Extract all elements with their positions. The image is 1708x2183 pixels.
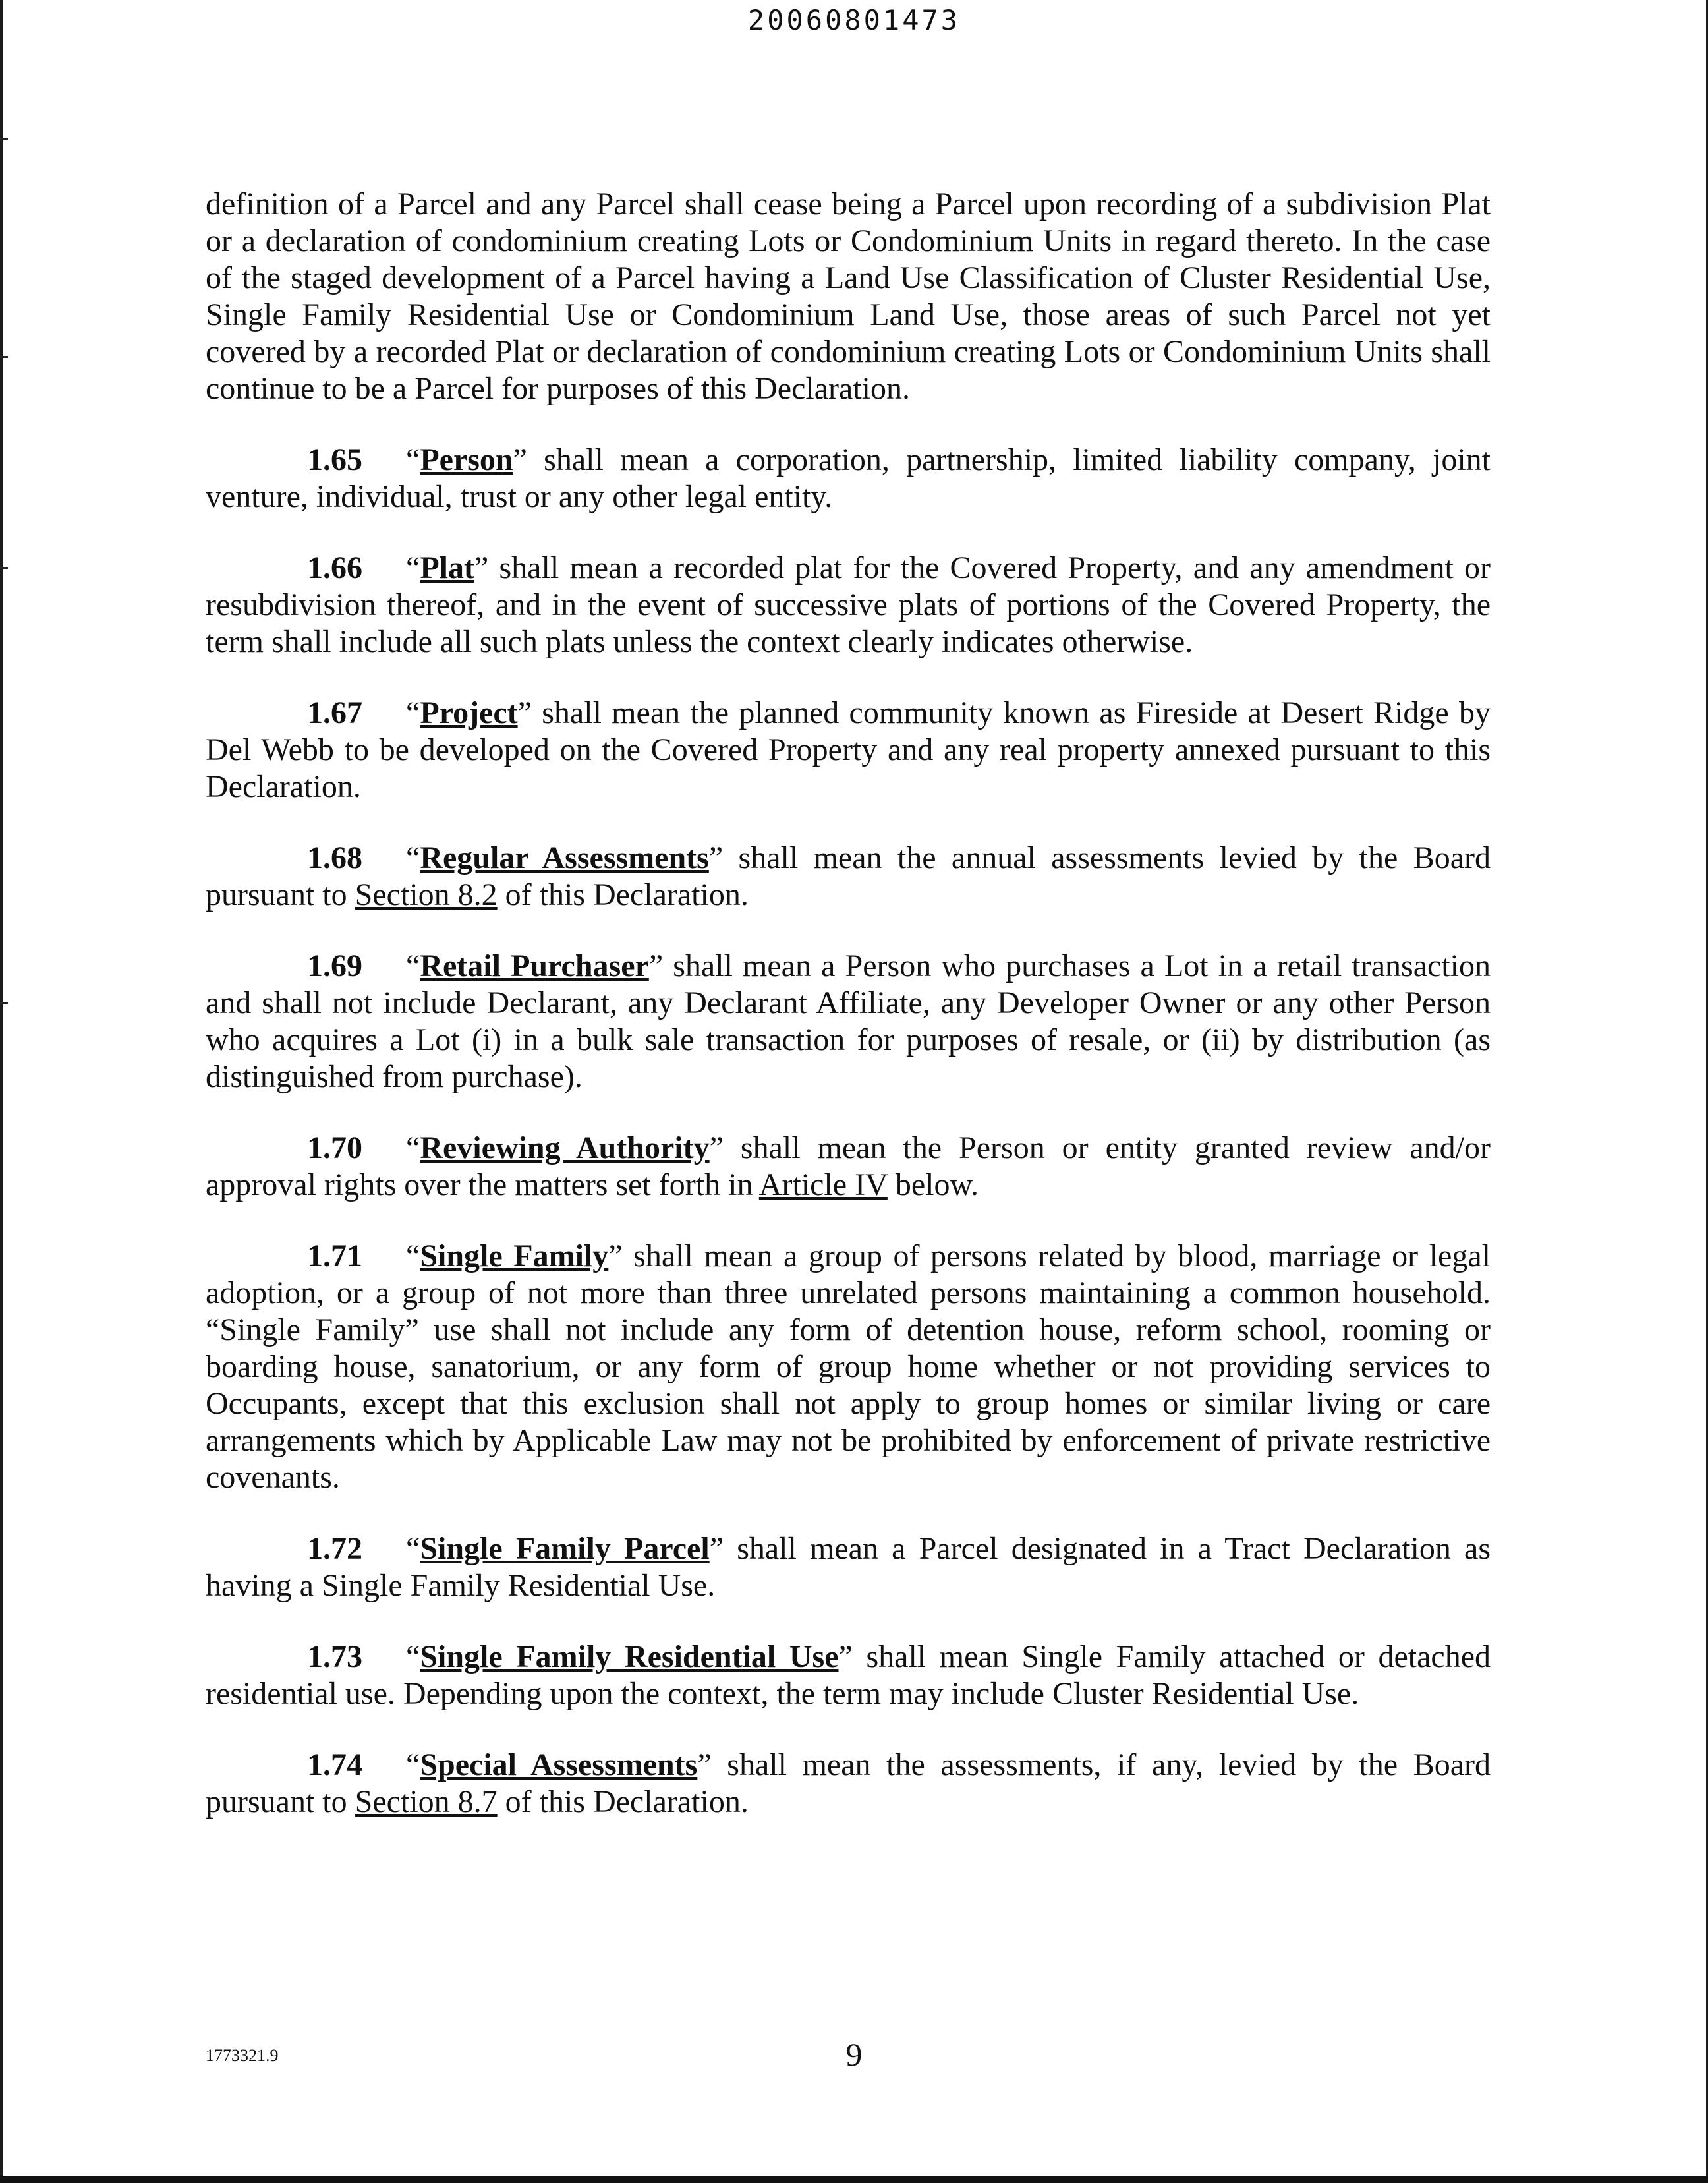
definition-1-65: 1.65 “Person” shall mean a corporation, partnership, limited liability company, joint venture, individual, trust or any other legal entity. (206, 442, 1491, 514)
footer-document-code: 1773321.9 (206, 2046, 279, 2065)
section-reference: Section 8.2 (355, 877, 498, 912)
definition-text: shall mean a Parcel designated in a Tract Declaration as having a Single Family Residential Use. (206, 1531, 1491, 1603)
definition-1-67: 1.67 “Project” shall mean the planned community known as Fireside at Desert Ridge by Del Webb to be developed on the Covered Property and any real property annexed pursuant to this Declaration. (206, 695, 1491, 804)
section-number: 1.68 (307, 840, 362, 875)
definition-text: shall mean the planned community known as Fireside at Desert Ridge by Del Webb to be developed on the Covered Property and any real property annexed pursuant to this Declaration. (206, 695, 1491, 804)
definition-text: shall mean the assessments, if any, levied by the Board pursuant to (206, 1747, 1491, 1819)
section-number: 1.69 (307, 948, 362, 983)
section-number: 1.70 (307, 1130, 362, 1165)
defined-term: Special Assessments (420, 1747, 698, 1782)
section-number: 1.74 (307, 1747, 362, 1782)
definition-1-71: 1.71 “Single Family” shall mean a group of persons related by blood, marriage or legal adoption, or a group of not more than three unrelated persons maintaining a common household. “Single Family” use shall not include any form of detention house, reform school, rooming or boarding house, sanatorium, or any form of group home whether or not providing services to Occupants, except that this exclusion shall not apply to group homes or similar living or care arrangements which by Applicable Law may not be prohibited by enforcement of private restrictive covenants. (206, 1238, 1491, 1495)
definition-text: shall mean a recorded plat for the Covered Property, and any amendment or resubdivision thereof, and in the event of successive plats of portions of the Covered Property, the term shall include all such plats unless the context clearly indicates otherwise. (206, 550, 1491, 659)
definition-1-69: 1.69 “Retail Purchaser” shall mean a Person who purchases a Lot in a retail transaction and shall not include Declarant, any Declarant Affiliate, any Developer Owner or any other Person who acquires a Lot (i) in a bulk sale transaction for purposes of resale, or (ii) by distribution (as distinguished from purchase). (206, 948, 1491, 1094)
section-number: 1.71 (307, 1238, 362, 1273)
section-number: 1.66 (307, 550, 362, 585)
defined-term: Retail Purchaser (420, 948, 649, 983)
defined-term: Single Family Residential Use (420, 1639, 839, 1674)
scan-tick (0, 138, 8, 140)
definition-1-68: 1.68 “Regular Assessments” shall mean the annual assessments levied by the Board pursuant to Section 8.2 of this Declaration. (206, 840, 1491, 912)
definition-text-continued: of this Declaration. (505, 1784, 749, 1819)
section-number: 1.72 (307, 1531, 362, 1566)
definition-text-continued: below. (895, 1167, 979, 1202)
defined-term: Regular Assessments (420, 840, 709, 875)
definition-1-70: 1.70 “Reviewing Authority” shall mean the Person or entity granted review and/or approval rights over the matters set forth in Article IV below. (206, 1130, 1491, 1202)
definition-text: shall mean a Person who purchases a Lot in a retail transaction and shall not include Declarant, any Declarant Affiliate, any Developer Owner or any other Person who acquires a Lot (i) in a bulk sale transaction for purposes of resale, or (ii) by distribution (as distinguished from purchase). (206, 948, 1491, 1094)
definition-text: shall mean a corporation, partnership, limited liability company, joint venture, individual, trust or any other legal entity. (206, 442, 1491, 514)
definition-1-73: 1.73 “Single Family Residential Use” shall mean Single Family attached or detached residential use. Depending upon the context, the term may include Cluster Residential Use. (206, 1639, 1491, 1711)
document-number: 20060801473 (747, 4, 961, 36)
intro-paragraph: definition of a Parcel and any Parcel shall cease being a Parcel upon recording of a subdivision Plat or a declaration of condominium creating Lots or Condominium Units in regard thereto. In the case of the staged development of a Parcel having a Land Use Classification of Cluster Residential Use, Single Family Residential Use or Condominium Land Use, those areas of such Parcel not yet covered by a recorded Plat or declaration of condominium creating Lots or Condominium Units shall continue to be a Parcel for purposes of this Declaration. (206, 187, 1491, 406)
section-number: 1.73 (307, 1639, 362, 1674)
defined-term: Project (420, 695, 518, 730)
definition-text: shall mean Single Family attached or detached residential use. Depending upon the context, the term may include Cluster Residential Use. (206, 1639, 1491, 1711)
page-number: 9 (845, 2036, 863, 2073)
defined-term: Person (420, 442, 513, 477)
definition-text-continued: of this Declaration. (505, 877, 749, 912)
section-reference: Section 8.7 (355, 1784, 498, 1819)
document-body (206, 186, 1491, 1855)
defined-term: Reviewing Authority (420, 1130, 710, 1165)
section-number: 1.67 (307, 695, 362, 730)
section-number: 1.65 (307, 442, 362, 477)
definition-1-72: 1.72 “Single Family Parcel” shall mean a Parcel designated in a Tract Declaration as having a Single Family Residential Use. (206, 1531, 1491, 1603)
scan-tick (0, 356, 8, 358)
defined-term: Single Family (420, 1238, 609, 1273)
definition-text: shall mean a group of persons related by blood, marriage or legal adoption, or a group of not more than three unrelated persons maintaining a common household. “Single Family” use shall not include any form of detention house, reform school, rooming or boarding house, sanatorium, or any form of group home whether or not providing services to Occupants, except that this exclusion shall not apply to group homes or similar living or care arrangements which by Applicable Law may not be prohibited by enforcement of private restrictive covenants. (206, 1238, 1491, 1495)
scan-edge-bottom (0, 2176, 1708, 2183)
definition-1-66: 1.66 “Plat” shall mean a recorded plat for the Covered Property, and any amendment or resubdivision thereof, and in the event of successive plats of portions of the Covered Property, the term shall include all such plats unless the context clearly indicates otherwise. (206, 550, 1491, 659)
defined-term: Plat (420, 550, 474, 585)
definition-1-74: 1.74 “Special Assessments” shall mean the assessments, if any, levied by the Board pursuant to Section 8.7 of this Declaration. (206, 1747, 1491, 1819)
definition-text: shall mean the annual assessments levied by the Board pursuant to (206, 840, 1491, 912)
definition-text: shall mean the Person or entity granted review and/or approval rights over the matters set forth in (206, 1130, 1491, 1202)
scan-edge-left (0, 0, 3, 2183)
article-reference: Article IV (758, 1167, 888, 1202)
defined-term: Single Family Parcel (420, 1531, 710, 1566)
scan-tick (0, 1002, 8, 1004)
scan-tick (0, 567, 8, 569)
